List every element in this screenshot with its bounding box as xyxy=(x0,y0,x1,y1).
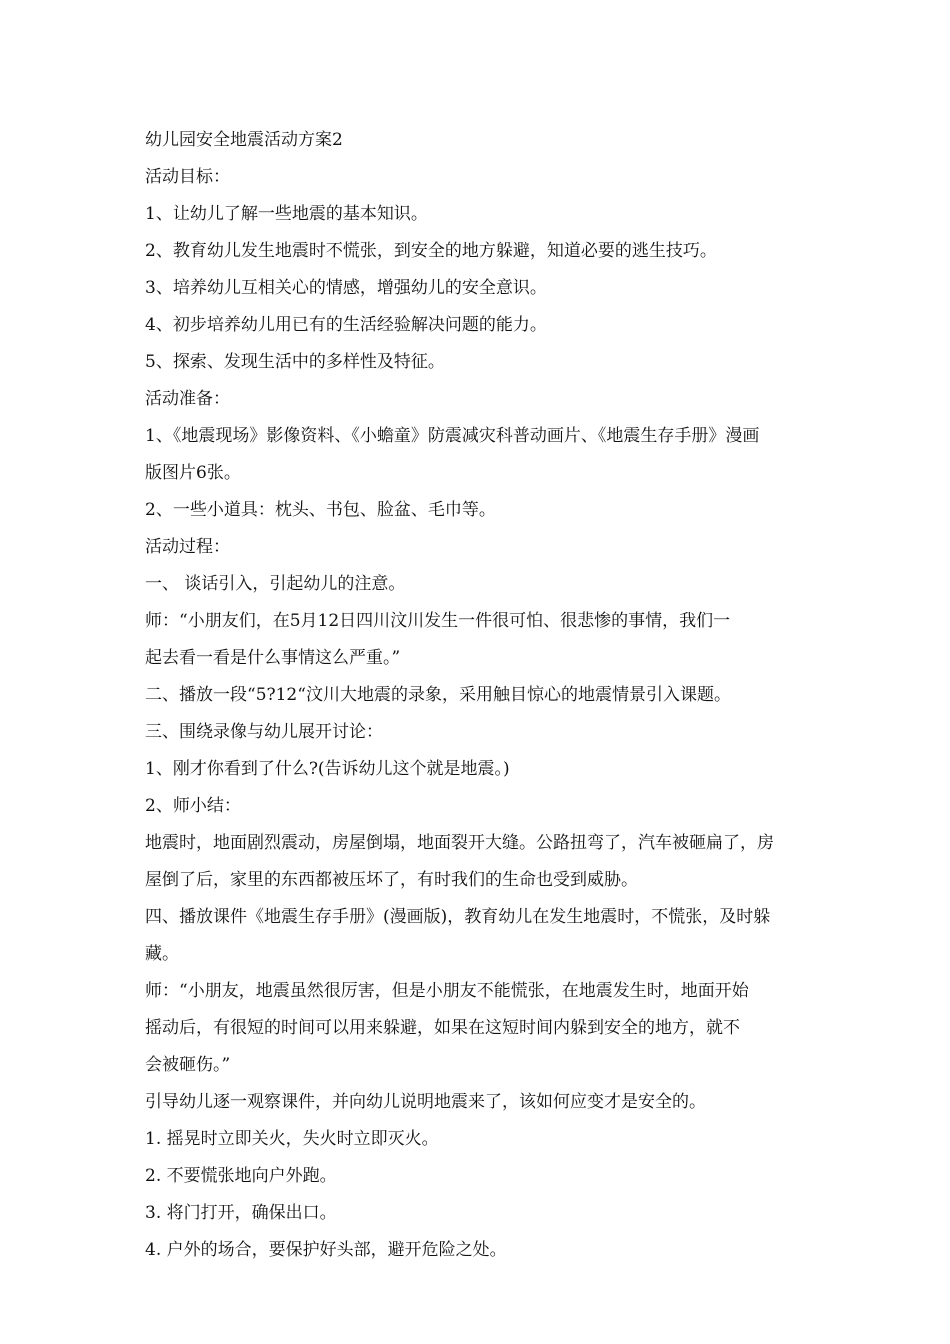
summary-line-2: 屋倒了后，家里的东西都被压坏了，有时我们的生命也受到威胁。 xyxy=(145,870,638,890)
goal-item-5: 5、探索、发现生活中的多样性及特征。 xyxy=(145,352,445,372)
teacher-quote-2-line-1: 师：“小朋友，地震虽然很厉害，但是小朋友不能慌张，在地震发生时，地面开始 xyxy=(145,981,749,1001)
safety-tip-2: 2. 不要慌张地向户外跑。 xyxy=(145,1166,337,1186)
document-title: 幼儿园安全地震活动方案2 xyxy=(145,130,343,150)
discussion-item-2: 2、师小结： xyxy=(145,796,241,816)
teacher-quote-1-line-1: 师：“小朋友们，在5月12日四川汶川发生一件很可怕、很悲惨的事情，我们一 xyxy=(145,611,731,631)
document-body xyxy=(145,122,810,1269)
goal-item-4: 4、初步培养幼儿用已有的生活经验解决问题的能力。 xyxy=(145,315,547,335)
process-step-1: 一、 谈话引入，引起幼儿的注意。 xyxy=(145,574,406,594)
prep-item-1-line-1: 1、《地震现场》影像资料、《小蟾童》防震减灾科普动画片、《地震生存手册》漫画 xyxy=(145,426,760,446)
safety-tip-4: 4. 户外的场合，要保护好头部，避开危险之处。 xyxy=(145,1240,507,1260)
safety-tip-1: 1. 摇晃时立即关火，失火时立即灭火。 xyxy=(145,1129,439,1149)
prep-item-2: 2、一些小道具：枕头、书包、脸盆、毛巾等。 xyxy=(145,500,496,520)
teacher-quote-1-line-2: 起去看一看是什么事情这么严重。” xyxy=(145,648,401,668)
section-heading-preparation: 活动准备： xyxy=(145,389,230,409)
process-step-4-line-2: 藏。 xyxy=(145,944,179,964)
goal-item-3: 3、培养幼儿互相关心的情感，增强幼儿的安全意识。 xyxy=(145,278,547,298)
section-heading-process: 活动过程： xyxy=(145,537,230,557)
summary-line-1: 地震时，地面剧烈震动，房屋倒塌，地面裂开大缝。公路扭弯了，汽车被砸扁了，房 xyxy=(145,833,774,853)
prep-item-1-line-2: 版图片6张。 xyxy=(145,463,241,483)
teacher-quote-2-line-3: 会被砸伤。” xyxy=(145,1055,231,1075)
goal-item-1: 1、让幼儿了解一些地震的基本知识。 xyxy=(145,204,428,224)
section-heading-goals: 活动目标： xyxy=(145,167,230,187)
process-step-3: 三、围绕录像与幼儿展开讨论： xyxy=(145,722,383,742)
process-step-4-line-1: 四、播放课件《地震生存手册》(漫画版)，教育幼儿在发生地震时，不慌张，及时躲 xyxy=(145,907,771,927)
goal-item-2: 2、教育幼儿发生地震时不慌张，到安全的地方躲避，知道必要的逃生技巧。 xyxy=(145,241,717,261)
safety-tip-3: 3. 将门打开，确保出口。 xyxy=(145,1203,337,1223)
guidance-line: 引导幼儿逐一观察课件，并向幼儿说明地震来了，该如何应变才是安全的。 xyxy=(145,1092,706,1112)
discussion-item-1: 1、刚才你看到了什么?(告诉幼儿这个就是地震。) xyxy=(145,759,510,779)
process-step-2: 二、播放一段“5?12“汶川大地震的录象，采用触目惊心的地震情景引入课题。 xyxy=(145,685,731,705)
teacher-quote-2-line-2: 摇动后，有很短的时间可以用来躲避，如果在这短时间内躲到安全的地方，就不 xyxy=(145,1018,740,1038)
